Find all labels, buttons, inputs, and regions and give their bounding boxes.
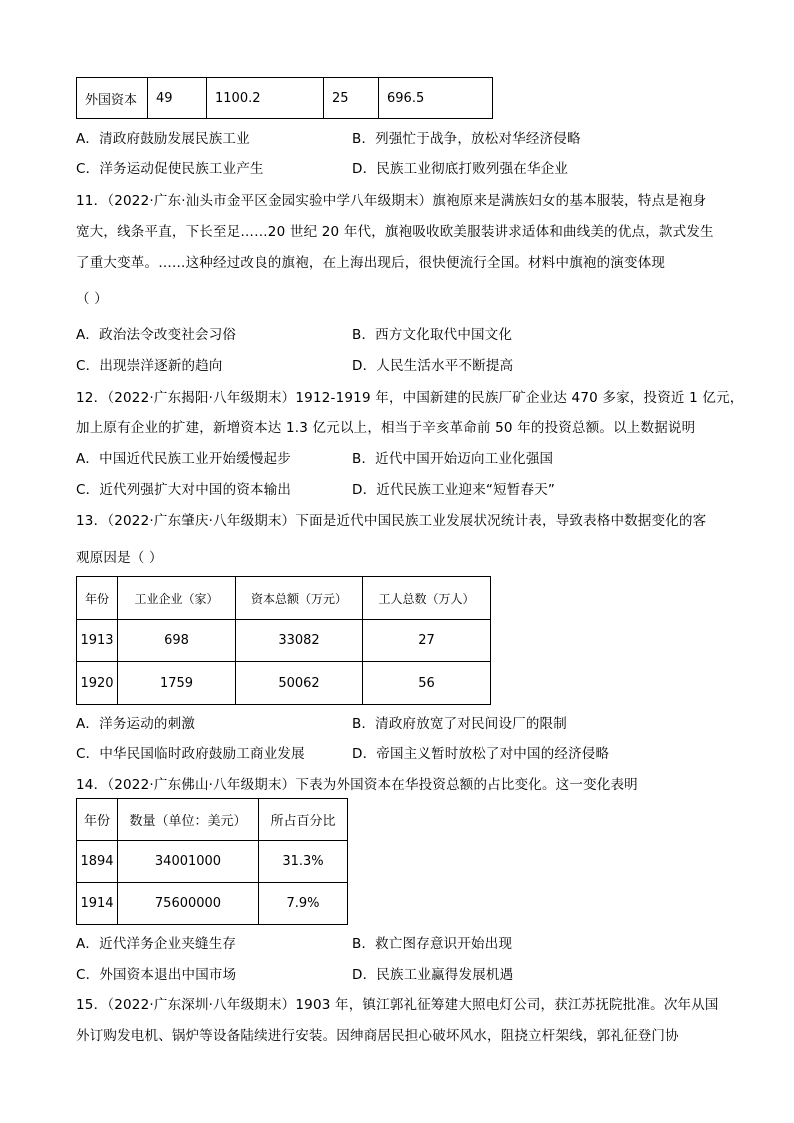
q11-option-a: A．政治法令改变社会习俗	[76, 327, 237, 343]
q11-option-c: C．出现崇洋逐新的趋向	[76, 358, 223, 374]
q14-option-a: A．近代洋务企业夹缝生存	[76, 936, 237, 952]
table-cell: 50062	[236, 662, 363, 705]
table-cell: 7.9%	[259, 883, 348, 925]
q12-option-c: C．近代列强扩大对中国的资本输出	[76, 482, 292, 498]
q12-option-b: B．近代中国开始迈向工业化强国	[352, 451, 554, 467]
q14-option-b: B．救亡图存意识开始出现	[352, 936, 513, 952]
q15-stem-line: 15．（2022·广东深圳·八年级期末）1903 年，镇江郭礼征筹建大照电灯公司，获江苏抚院批准。次年从国	[76, 997, 719, 1013]
q13-option-d: D．帝国主义暂时放松了对中国的经济侵略	[352, 746, 610, 762]
table-header-cell: 年份	[77, 577, 118, 620]
table-cell: 1894	[77, 841, 118, 883]
table-row	[77, 841, 348, 883]
q12-stem-line: 加上原有企业的扩建，新增资本达 1.3 亿元以上，相当于辛亥革命前 50 年的投资总额。以上数据说明	[76, 420, 696, 436]
q11-answer-blank: （ ）	[76, 291, 108, 307]
q14-stem-line: 14．（2022·广东佛山·八年级期末）下表为外国资本在华投资总额的占比变化。这一变化表明	[76, 777, 638, 793]
table-cell: 外国资本	[77, 78, 148, 119]
q11-stem-line: 了重大变革。……这种经过改良的旗袍，在上海出现后，很快便流行全国。材料中旗袍的演变体现	[76, 255, 666, 271]
table-cell: 34001000	[118, 841, 259, 883]
q13-option-a: A．洋务运动的刺激	[76, 716, 196, 732]
q13-stem-line: 观原因是（ ）	[76, 550, 163, 566]
table-cell: 696.5	[379, 78, 493, 119]
q15-stem-line: 外订购发电机、锅炉等设备陆续进行安装。因绅商居民担心破坏风水，阻挠立杆架线，郭礼征登门协	[76, 1028, 679, 1044]
table-cell: 49	[148, 78, 207, 119]
q13-option-c: C．中华民国临时政府鼓励工商业发展	[76, 746, 305, 762]
table-header-cell: 数量（单位：美元）	[118, 799, 259, 841]
table-cell: 56	[363, 662, 491, 705]
table-cell: 33082	[236, 620, 363, 662]
q13-table	[76, 576, 491, 705]
q14-table	[76, 798, 348, 925]
q10-option-d: D．民族工业彻底打败列强在华企业	[352, 161, 569, 177]
q13-stem-line: 13．（2022·广东肇庆·八年级期末）下面是近代中国民族工业发展状况统计表，导致表格中数据变化的客	[76, 513, 707, 529]
q14-option-c: C．外国资本退出中国市场	[76, 967, 237, 983]
table-header-cell: 所占百分比	[259, 799, 348, 841]
table-header-row	[77, 577, 491, 620]
q10-option-a: A．清政府鼓励发展民族工业	[76, 131, 250, 147]
q11-option-b: B．西方文化取代中国文化	[352, 327, 513, 343]
table-header-cell: 工业企业（家）	[118, 577, 236, 620]
q10-table	[76, 77, 493, 119]
q11-stem-line: 11．（2022·广东·汕头市金平区金园实验中学八年级期末）旗袍原来是满族妇女的基本服装，特点是袍身	[76, 193, 707, 209]
table-cell: 27	[363, 620, 491, 662]
table-cell: 1914	[77, 883, 118, 925]
q12-option-d: D．近代民族工业迎来“短暂春天”	[352, 482, 556, 498]
table-header-cell: 工人总数（万人）	[363, 577, 491, 620]
table-cell: 1920	[77, 662, 118, 705]
table-cell: 1759	[118, 662, 236, 705]
table-header-cell: 资本总额（万元）	[236, 577, 363, 620]
table-header-row	[77, 799, 348, 841]
q10-option-c: C．洋务运动促使民族工业产生	[76, 161, 264, 177]
table-header-cell: 年份	[77, 799, 118, 841]
q10-option-b: B．列强忙于战争，放松对华经济侵略	[352, 131, 581, 147]
q12-option-a: A．中国近代民族工业开始缓慢起步	[76, 451, 291, 467]
table-cell: 75600000	[118, 883, 259, 925]
table-row	[77, 620, 491, 662]
q11-stem-line: 宽大，线条平直，下长至足……20 世纪 20 年代，旗袍吸收欧美服装讲求适体和曲线美的优点，款式发生	[76, 224, 714, 240]
table-cell: 31.3%	[259, 841, 348, 883]
table-cell: 1100.2	[207, 78, 324, 119]
q12-stem-line: 12．（2022·广东揭阳·八年级期末）1912-1919 年，中国新建的民族厂矿企业达 470 多家，投资近 1 亿元，	[76, 390, 744, 406]
table-row	[77, 662, 491, 705]
table-row	[77, 883, 348, 925]
table-cell: 698	[118, 620, 236, 662]
table-cell: 25	[324, 78, 379, 119]
q14-option-d: D．民族工业赢得发展机遇	[352, 967, 514, 983]
q11-option-d: D．人民生活水平不断提高	[352, 358, 514, 374]
table-cell: 1913	[77, 620, 118, 662]
q13-option-b: B．清政府放宽了对民间设厂的限制	[352, 716, 567, 732]
table-row	[77, 78, 493, 119]
